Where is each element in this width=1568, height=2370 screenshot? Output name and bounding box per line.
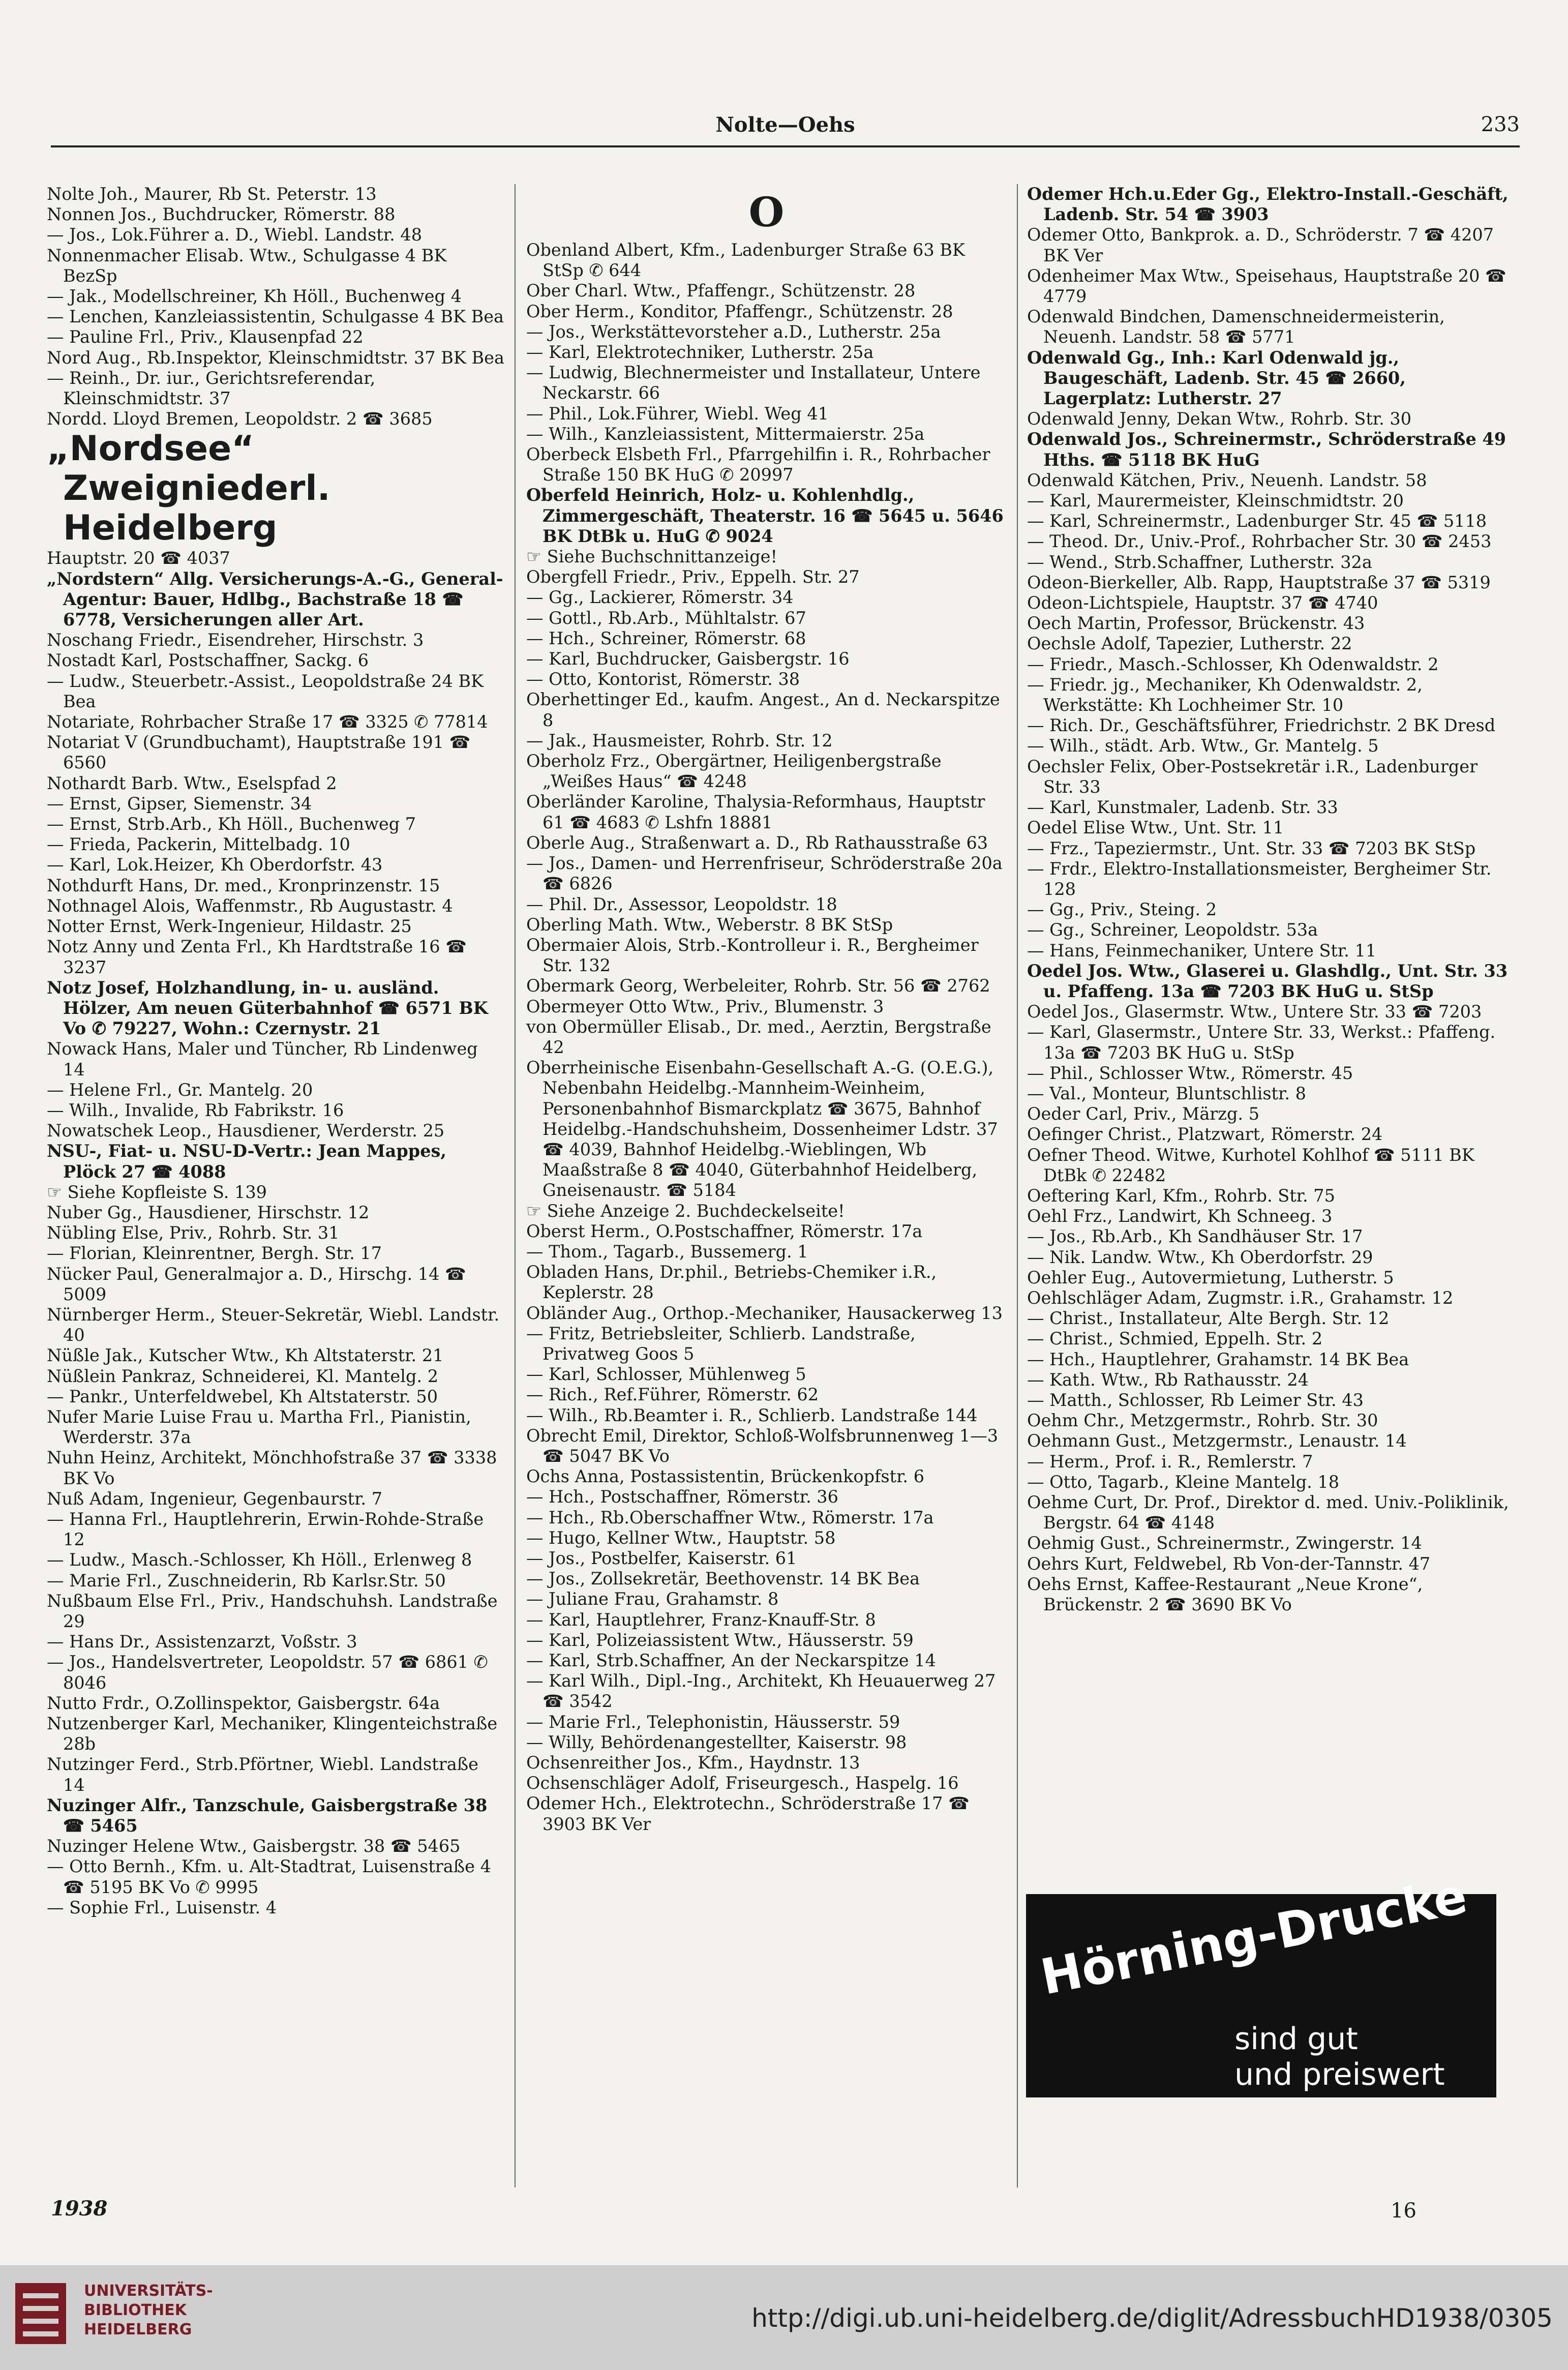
- directory-entry: Nord Aug., Rb.Inspektor, Kleinschmidtstr. 37 BK Bea: [47, 347, 504, 368]
- directory-entry: Obladen Hans, Dr.phil., Betriebs-Chemiker i.R., Keplerstr. 28: [526, 1262, 937, 1303]
- directory-entry: Nürnberger Herm., Steuer-Sekretär, Wiebl. Landstr. 40: [47, 1304, 500, 1345]
- directory-entry: — Phil., Schlosser Wtw., Römerstr. 45: [1027, 1063, 1353, 1083]
- directory-entry: — Wilh., Rb.Beamter i. R., Schlierb. Landstraße 144: [526, 1405, 978, 1425]
- directory-entry: — Hch., Schreiner, Römerstr. 68: [526, 628, 806, 648]
- directory-entry: Oehm Chr., Metzgermstr., Rohrb. Str. 30: [1027, 1411, 1378, 1431]
- directory-entry: — Otto, Tagarb., Kleine Mantelg. 18: [1027, 1472, 1340, 1492]
- directory-entry: Odenwald Jos., Schreinermstr., Schröderstraße 49 Hths. ☎ 5118 BK HuG: [1027, 429, 1506, 470]
- directory-entry: Oehlschläger Adam, Zugmstr. i.R., Grahamstr. 12: [1027, 1287, 1454, 1308]
- directory-entry: Oechsler Felix, Ober-Postsekretär i.R., Ladenburger Str. 33: [1027, 756, 1478, 797]
- directory-entry: — Karl Wilh., Dipl.-Ing., Architekt, Kh Heuauerweg 27 ☎ 3542: [526, 1671, 996, 1712]
- directory-entry: — Frz., Tapeziermstr., Unt. Str. 33 ☎ 7203 BK StSp: [1027, 838, 1476, 858]
- directory-entry: — Jak., Modellschreiner, Kh Höll., Buchenweg 4: [47, 286, 462, 307]
- directory-entry: — Hch., Hauptlehrer, Grahamstr. 14 BK Bea: [1027, 1349, 1409, 1369]
- directory-entry: — Karl, Schlosser, Mühlenweg 5: [526, 1364, 806, 1385]
- directory-entry: — Jos., Rb.Arb., Kh Sandhäuser Str. 17: [1027, 1226, 1363, 1247]
- directory-entry: — Gg., Priv., Steing. 2: [1027, 899, 1217, 920]
- column-middle: [526, 184, 1007, 1835]
- directory-entry: — Otto, Kontorist, Römerstr. 38: [526, 669, 800, 689]
- directory-entry: Oberfeld Heinrich, Holz- u. Kohlenhdlg., Zimmergeschäft, Theaterstr. 16 ☎ 5645 u. 5646 BK DtBk u. HuG ✆ 9024: [526, 485, 1004, 546]
- directory-entry: — Jos., Handelsvertreter, Leopoldstr. 57 ☎ 6861 ✆ 8046: [47, 1652, 488, 1693]
- directory-entry: — Helene Frl., Gr. Mantelg. 20: [47, 1079, 313, 1100]
- directory-entry: — Ernst, Gipser, Siemenstr. 34: [47, 793, 312, 814]
- directory-entry: — Thom., Tagarb., Bussemerg. 1: [526, 1241, 808, 1262]
- directory-entry: Hauptstr. 20 ☎ 4037: [47, 548, 230, 568]
- directory-entry: Oefner Theod. Witwe, Kurhotel Kohlhof ☎ 5111 BK DtBk ✆ 22482: [1027, 1145, 1474, 1185]
- directory-entry: Oehs Ernst, Kaffee-Restaurant „Neue Krone“, Brückenstr. 2 ☎ 3690 BK Vo: [1027, 1574, 1423, 1615]
- directory-entry: — Karl, Schreinermstr., Ladenburger Str. 45 ☎ 5118: [1027, 511, 1487, 531]
- directory-entry: — Jos., Lok.Führer a. D., Wiebl. Landstr. 48: [47, 225, 423, 245]
- directory-entry: Notz Anny und Zenta Frl., Kh Hardtstraße 16 ☎ 3237: [47, 937, 467, 977]
- directory-entry: — Herm., Prof. i. R., Remlerstr. 7: [1027, 1451, 1313, 1472]
- ad-line-1: sind gut: [1234, 2021, 1358, 2057]
- directory-entry: — Hch., Postschaffner, Römerstr. 36: [526, 1487, 838, 1507]
- directory-entry: Nüßle Jak., Kutscher Wtw., Kh Altstaterstr. 21: [47, 1345, 444, 1366]
- directory-entry: — Karl, Kunstmaler, Ladenb. Str. 33: [1027, 797, 1338, 818]
- directory-entry: Nuß Adam, Ingenieur, Gegenbaurstr. 7: [47, 1488, 383, 1509]
- directory-entry: Nuzinger Alfr., Tanzschule, Gaisbergstraße 38 ☎ 5465: [47, 1795, 488, 1836]
- directory-entry: ☞ Siehe Anzeige 2. Buchdeckelseite!: [526, 1201, 845, 1221]
- directory-entry: Obermeyer Otto Wtw., Priv., Blumenstr. 3: [526, 996, 884, 1016]
- directory-entry: — Karl, Lok.Heizer, Kh Oberdorfstr. 43: [47, 855, 383, 875]
- directory-entry: — Friedr., Masch.-Schlosser, Kh Odenwaldstr. 2: [1027, 654, 1439, 674]
- directory-entry: Oehme Curt, Dr. Prof., Direktor d. med. Univ.-Poliklinik, Bergstr. 64 ☎ 4148: [1027, 1492, 1509, 1533]
- directory-entry: — Wend., Strb.Schaffner, Lutherstr. 32a: [1027, 552, 1372, 572]
- directory-entry: — Nik. Landw. Wtw., Kh Oberdorfstr. 29: [1027, 1247, 1373, 1267]
- directory-entry: — Karl, Buchdrucker, Gaisbergstr. 16: [526, 649, 850, 669]
- directory-entry: Oberbeck Elsbeth Frl., Pfarrgehilfin i. R., Rohrbacher Straße 150 BK HuG ✆ 20997: [526, 444, 990, 485]
- directory-entry: Noschang Friedr., Eisendreher, Hirschstr. 3: [47, 630, 424, 650]
- directory-entry: — Pankr., Unterfeldwebel, Kh Altstaterstr. 50: [47, 1386, 438, 1406]
- directory-entry: — Frieda, Packerin, Mittelbadg. 10: [47, 834, 350, 855]
- directory-entry: — Jos., Damen- und Herrenfriseur, Schröderstraße 20a ☎ 6826: [526, 853, 1003, 894]
- directory-entry: Nothardt Barb. Wtw., Eselspfad 2: [47, 773, 337, 793]
- directory-entry: — Willy, Behördenangestellter, Kaiserstr. 98: [526, 1732, 907, 1752]
- running-head: Nolte—Oehs: [715, 113, 855, 137]
- footer-year: 1938: [51, 2197, 108, 2221]
- directory-entry: Oehler Eug., Autovermietung, Lutherstr. 5: [1027, 1267, 1394, 1287]
- directory-entry: — Wilh., Kanzleiassistent, Mittermaierstr. 25a: [526, 424, 925, 444]
- directory-entry: — Wilh., städt. Arb. Wtw., Gr. Mantelg. 5: [1027, 736, 1379, 756]
- directory-entry: Oehmig Gust., Schreinermstr., Zwingerstr. 14: [1027, 1533, 1422, 1553]
- directory-entry: Nutzinger Ferd., Strb.Pförtner, Wiebl. Landstraße 14: [47, 1754, 478, 1795]
- directory-entry: — Christ., Installateur, Alte Bergh. Str. 12: [1027, 1308, 1390, 1329]
- directory-entry: Obenland Albert, Kfm., Ladenburger Straße 63 BK StSp ✆ 644: [526, 240, 965, 281]
- directory-entry: NSU-, Fiat- u. NSU-D-Vertr.: Jean Mappes, Plöck 27 ☎ 4088: [47, 1141, 447, 1182]
- directory-entry: ☞ Siehe Kopfleiste S. 139: [47, 1182, 267, 1202]
- directory-entry: Obermaier Alois, Strb.-Kontrolleur i. R., Bergheimer Str. 132: [526, 935, 979, 976]
- directory-entry: — Gottl., Rb.Arb., Mühltalstr. 67: [526, 608, 806, 628]
- directory-entry: Oeftering Karl, Kfm., Rohrb. Str. 75: [1027, 1185, 1335, 1206]
- directory-entry: — Juliane Frau, Grahamstr. 8: [526, 1589, 779, 1609]
- directory-entry: — Theod. Dr., Univ.-Prof., Rohrbacher Str. 30 ☎ 2453: [1027, 531, 1492, 552]
- directory-entry: Odenwald Kätchen, Priv., Neuenh. Landstr. 58: [1027, 470, 1427, 490]
- directory-entry: — Otto Bernh., Kfm. u. Alt-Stadtrat, Luisenstraße 4 ☎ 5195 BK Vo ✆ 9995: [47, 1856, 491, 1897]
- directory-entry: — Jak., Hausmeister, Rohrb. Str. 12: [526, 730, 833, 751]
- directory-entry: — Jos., Werkstättevorsteher a.D., Lutherstr. 25a: [526, 321, 941, 342]
- directory-entry: Oberrheinische Eisenbahn-Gesellschaft A.-G. (O.E.G.), Nebenbahn Heidelbg.-Mannheim-Weinheim, Personenbahnhof Bismarckplatz ☎ 3675, Bahnhof Heidelbg.-Handschuhsheim, Dossenheimer Ldstr. 37 ☎ 4039, Bahnhof Heidelbg.-Wieblingen, Wb Maaßstraße 8 ☎ 4040, Güterbahnhof Heidelberg, Gneisenaustr. ☎ 5184: [526, 1058, 998, 1201]
- directory-entry: — Karl, Polizeiassistent Wtw., Häusserstr. 59: [526, 1630, 914, 1650]
- directory-entry: Nuber Gg., Hausdiener, Hirschstr. 12: [47, 1202, 370, 1222]
- directory-entry: — Reinh., Dr. iur., Gerichtsreferendar, Kleinschmidtstr. 37: [47, 368, 376, 409]
- directory-entry: Nowatschek Leop., Hausdiener, Werderstr. 25: [47, 1121, 445, 1141]
- directory-entry: Oech Martin, Professor, Brückenstr. 43: [1027, 613, 1365, 634]
- directory-entry: „Nordstern“ Allg. Versicherungs-A.-G., General-Agentur: Bauer, Hdlbg., Bachstraße 18 ☎ 6778, Versicherungen aller Art.: [47, 568, 503, 630]
- directory-entry: — Gg., Schreiner, Leopoldstr. 53a: [1027, 920, 1318, 940]
- directory-entry: ☞ Siehe Buchschnittanzeige!: [526, 547, 777, 567]
- library-logo-icon: [10, 2278, 71, 2349]
- directory-entry: — Marie Frl., Zuschneiderin, Rb Karlsr.Str. 50: [47, 1570, 446, 1591]
- directory-entry: Oedel Jos., Glasermstr. Wtw., Untere Str. 33 ☎ 7203: [1027, 1002, 1482, 1022]
- directory-entry: Oeder Carl, Priv., Märzg. 5: [1027, 1104, 1260, 1124]
- directory-entry: — Gg., Lackierer, Römerstr. 34: [526, 587, 794, 608]
- directory-entry: Nußbaum Else Frl., Priv., Handschuhsh. Landstraße 29: [47, 1591, 498, 1631]
- directory-entry: — Karl, Glasermstr., Untere Str. 33, Werkst.: Pfaffeng. 13a ☎ 7203 BK HuG u. StSp: [1027, 1022, 1496, 1063]
- directory-entry: Odenwald Bindchen, Damenschneidermeisterin, Neuenh. Landstr. 58 ☎ 5771: [1027, 307, 1445, 347]
- directory-entry: — Fritz, Betriebsleiter, Schlierb. Landstraße, Privatweg Goos 5: [526, 1323, 916, 1364]
- ad-line-2: und preiswert: [1234, 2057, 1445, 2092]
- library-name: UNIVERSITÄTS- BIBLIOTHEK HEIDELBERG: [84, 2282, 213, 2338]
- directory-entry: Oechsle Adolf, Tapezier, Lutherstr. 22: [1027, 634, 1352, 654]
- column-divider: [515, 184, 516, 2187]
- directory-entry: Notz Josef, Holzhandlung, in- u. ausländ. Hölzer, Am neuen Güterbahnhof ☎ 6571 BK Vo ✆ 79227, Wohn.: Czernystr. 21: [47, 977, 488, 1039]
- directory-entry: Odeon-Lichtspiele, Hauptstr. 37 ☎ 4740: [1027, 593, 1378, 613]
- directory-entry: — Sophie Frl., Luisenstr. 4: [47, 1897, 277, 1917]
- directory-entry: Oberling Math. Wtw., Weberstr. 8 BK StSp: [526, 914, 893, 935]
- directory-entry: Nonnenmacher Elisab. Wtw., Schulgasse 4 BK BezSp: [47, 245, 447, 286]
- directory-entry: Nothnagel Alois, Waffenmstr., Rb Augustastr. 4: [47, 895, 453, 916]
- directory-entry: Oberholz Frz., Obergärtner, Heiligenbergstraße „Weißes Haus“ ☎ 4248: [526, 751, 942, 792]
- directory-entry: Nutto Frdr., O.Zollinspektor, Gaisbergstr. 64a: [47, 1693, 440, 1713]
- directory-entry: Ober Herm., Konditor, Pfaffengr., Schützenstr. 28: [526, 301, 953, 321]
- directory-entry: Oberhettinger Ed., kaufm. Angest., An d. Neckarspitze 8: [526, 689, 1000, 730]
- directory-entry: — Hans Dr., Assistenzarzt, Voßstr. 3: [47, 1632, 357, 1652]
- directory-entry: Ochs Anna, Postassistentin, Brückenkopfstr. 6: [526, 1466, 925, 1487]
- directory-entry: — Wilh., Invalide, Rb Fabrikstr. 16: [47, 1100, 344, 1120]
- directory-entry: — Ludw., Masch.-Schlosser, Kh Höll., Erlenweg 8: [47, 1550, 472, 1570]
- directory-entry: — Ludw., Steuerbetr.-Assist., Leopoldstraße 24 BK Bea: [47, 671, 484, 711]
- directory-entry: — Christ., Schmied, Eppelh. Str. 2: [1027, 1329, 1323, 1349]
- source-url-link[interactable]: http://digi.ub.uni-heidelberg.de/diglit/AdressbuchHD1938/0305: [751, 2303, 1553, 2333]
- directory-entry: Nonnen Jos., Buchdrucker, Römerstr. 88: [47, 204, 396, 225]
- directory-entry: Nordd. Lloyd Bremen, Leopoldstr. 2 ☎ 3685: [47, 409, 433, 429]
- directory-entry: Odemer Hch.u.Eder Gg., Elektro-Install.-Geschäft, Ladenb. Str. 54 ☎ 3903: [1027, 184, 1509, 225]
- directory-entry: — Florian, Kleinrentner, Bergh. Str. 17: [47, 1243, 382, 1264]
- section-letter: O: [748, 188, 785, 236]
- directory-entry: Ober Charl. Wtw., Pfaffengr., Schützenstr. 28: [526, 281, 916, 301]
- directory-entry: Notariat V (Grundbuchamt), Hauptstraße 191 ☎ 6560: [47, 732, 471, 773]
- directory-entry: Notter Ernst, Werk-Ingenieur, Hildastr. 25: [47, 916, 412, 937]
- directory-entry: von Obermüller Elisab., Dr. med., Aerztin, Bergstraße 42: [526, 1016, 991, 1057]
- directory-entry: — Val., Monteur, Bluntschlistr. 8: [1027, 1083, 1306, 1103]
- directory-entry: Oberle Aug., Straßenwart a. D., Rb Rathausstraße 63: [526, 832, 988, 853]
- directory-entry: — Ludwig, Blechnermeister und Installateur, Untere Neckarstr. 66: [526, 363, 981, 403]
- directory-entry: Oefinger Christ., Platzwart, Römerstr. 24: [1027, 1124, 1383, 1145]
- directory-entry: Oberst Herm., O.Postschaffner, Römerstr. 17a: [526, 1221, 923, 1241]
- directory-entry: Odenwald Gg., Inh.: Karl Odenwald jg., Baugeschäft, Ladenb. Str. 45 ☎ 2660, Lagerplatz: Lutherstr. 27: [1027, 347, 1406, 409]
- directory-entry: Odenwald Jenny, Dekan Wtw., Rohrb. Str. 30: [1027, 409, 1412, 429]
- directory-entry: „Nordsee“ Zweigniederl. Heidelberg: [47, 429, 330, 549]
- directory-entry: Oehl Frz., Landwirt, Kh Schneeg. 3: [1027, 1206, 1333, 1226]
- directory-entry: — Frdr., Elektro-Installationsmeister, Bergheimer Str. 128: [1027, 858, 1492, 899]
- directory-entry: Obermark Georg, Werbeleiter, Rohrb. Str. 56 ☎ 2762: [526, 976, 990, 996]
- directory-entry: — Hugo, Kellner Wtw., Hauptstr. 58: [526, 1527, 836, 1548]
- advertisement-hoerning: [1026, 1867, 1496, 2097]
- directory-entry: — Lenchen, Kanzleiassistentin, Schulgasse 4 BK Bea: [47, 307, 504, 327]
- directory-entry: Odeon-Bierkeller, Alb. Rapp, Hauptstraße 37 ☎ 5319: [1027, 572, 1491, 592]
- page-header: [51, 113, 1520, 147]
- directory-entry: Nolte Joh., Maurer, Rb St. Peterstr. 13: [47, 184, 377, 204]
- directory-entry: — Marie Frl., Telephonistin, Häusserstr. 59: [526, 1712, 900, 1732]
- directory-entry: Oehrs Kurt, Feldwebel, Rb Von-der-Tannstr. 47: [1027, 1553, 1431, 1574]
- directory-entry: Nüßlein Pankraz, Schneiderei, Kl. Mantelg. 2: [47, 1366, 439, 1386]
- column-divider: [1017, 184, 1018, 2187]
- column-right: [1027, 184, 1510, 1615]
- page-number: 233: [1481, 113, 1520, 136]
- directory-entry: Oberländer Karoline, Thalysia-Reformhaus, Hauptstr 61 ☎ 4683 ✆ Lshfn 18881: [526, 792, 985, 832]
- directory-entry: Nowack Hans, Maler und Tüncher, Rb Lindenweg 14: [47, 1039, 478, 1079]
- directory-entry: — Jos., Zollsekretär, Beethovenstr. 14 BK Bea: [526, 1569, 920, 1589]
- directory-entry: Nostadt Karl, Postschaffner, Sackg. 6: [47, 650, 369, 671]
- directory-entry: Odenheimer Max Wtw., Speisehaus, Hauptstraße 20 ☎ 4779: [1027, 265, 1506, 307]
- directory-entry: — Ernst, Strb.Arb., Kh Höll., Buchenweg 7: [47, 814, 416, 834]
- directory-entry: Oehmann Gust., Metzgermstr., Lenaustr. 14: [1027, 1431, 1407, 1451]
- directory-entry: Nübling Else, Priv., Rohrb. Str. 31: [47, 1223, 340, 1243]
- directory-entry: — Karl, Hauptlehrer, Franz-Knauff-Str. 8: [526, 1609, 876, 1630]
- directory-entry: Ochsenreither Jos., Kfm., Haydnstr. 13: [526, 1753, 860, 1773]
- directory-entry: Ochsenschläger Adolf, Friseurgesch., Haspelg. 16: [526, 1773, 959, 1793]
- directory-entry: — Friedr. jg., Mechaniker, Kh Odenwaldstr. 2, Werkstätte: Kh Lochheimer Str. 10: [1027, 674, 1423, 715]
- directory-entry: Obländer Aug., Orthop.-Mechaniker, Hausackerweg 13: [526, 1303, 1003, 1323]
- directory-entry: — Karl, Strb.Schaffner, An der Neckarspitze 14: [526, 1651, 936, 1671]
- directory-entry: — Jos., Postbelfer, Kaiserstr. 61: [526, 1548, 797, 1568]
- directory-entry: Nufer Marie Luise Frau u. Martha Frl., Pianistin, Werderstr. 37a: [47, 1406, 471, 1448]
- directory-entry: Notariate, Rohrbacher Straße 17 ☎ 3325 ✆ 77814: [47, 712, 488, 732]
- footer-signature: 16: [1391, 2199, 1416, 2223]
- directory-entry: — Rich. Dr., Geschäftsführer, Friedrichstr. 2 BK Dresd: [1027, 715, 1496, 736]
- directory-entry: Nücker Paul, Generalmajor a. D., Hirschg. 14 ☎ 5009: [47, 1264, 466, 1304]
- directory-entry: — Hch., Rb.Oberschaffner Wtw., Römerstr. 17a: [526, 1507, 934, 1527]
- directory-entry: — Matth., Schlosser, Rb Leimer Str. 43: [1027, 1390, 1364, 1410]
- directory-entry: Nuzinger Helene Wtw., Gaisbergstr. 38 ☎ 5465: [47, 1836, 461, 1856]
- directory-entry: — Pauline Frl., Priv., Klausenpfad 22: [47, 327, 364, 347]
- directory-entry: Oedel Elise Wtw., Unt. Str. 11: [1027, 818, 1284, 838]
- directory-entry: — Karl, Maurermeister, Kleinschmidtstr. 20: [1027, 491, 1404, 511]
- directory-entry: — Rich., Ref.Führer, Römerstr. 62: [526, 1385, 819, 1405]
- directory-entry: Obergfell Friedr., Priv., Eppelh. Str. 27: [526, 567, 860, 587]
- directory-entry: Nuhn Heinz, Architekt, Mönchhofstraße 37 ☎ 3338 BK Vo: [47, 1448, 497, 1488]
- directory-entry: Obrecht Emil, Direktor, Schloß-Wolfsbrunnenweg 1—3 ☎ 5047 BK Vo: [526, 1425, 999, 1466]
- directory-entry: Odemer Hch., Elektrotechn., Schröderstraße 17 ☎ 3903 BK Ver: [526, 1793, 970, 1834]
- directory-entry: — Karl, Elektrotechniker, Lutherstr. 25a: [526, 342, 874, 363]
- directory-entry: Odemer Otto, Bankprok. a. D., Schröderstr. 7 ☎ 4207 BK Ver: [1027, 225, 1494, 265]
- directory-entry: — Hanna Frl., Hauptlehrerin, Erwin-Rohde-Straße 12: [47, 1509, 484, 1550]
- directory-entry: Nothdurft Hans, Dr. med., Kronprinzenstr. 15: [47, 875, 440, 895]
- ad-title: Hörning-Drucke: [1036, 1867, 1472, 2006]
- directory-entry: Oedel Jos. Wtw., Glaserei u. Glashdlg., Unt. Str. 33 u. Pfaffeng. 13a ☎ 7203 BK HuG u. StSp: [1027, 961, 1508, 1001]
- directory-entry: — Phil., Lok.Führer, Wiebl. Weg 41: [526, 403, 829, 424]
- directory-entry: — Phil. Dr., Assessor, Leopoldstr. 18: [526, 894, 837, 914]
- directory-entry: Nutzenberger Karl, Mechaniker, Klingenteichstraße 28b: [47, 1714, 498, 1754]
- column-left: [47, 184, 504, 1918]
- directory-entry: — Kath. Wtw., Rb Rathausstr. 24: [1027, 1369, 1309, 1390]
- directory-entry: — Hans, Feinmechaniker, Untere Str. 11: [1027, 940, 1377, 961]
